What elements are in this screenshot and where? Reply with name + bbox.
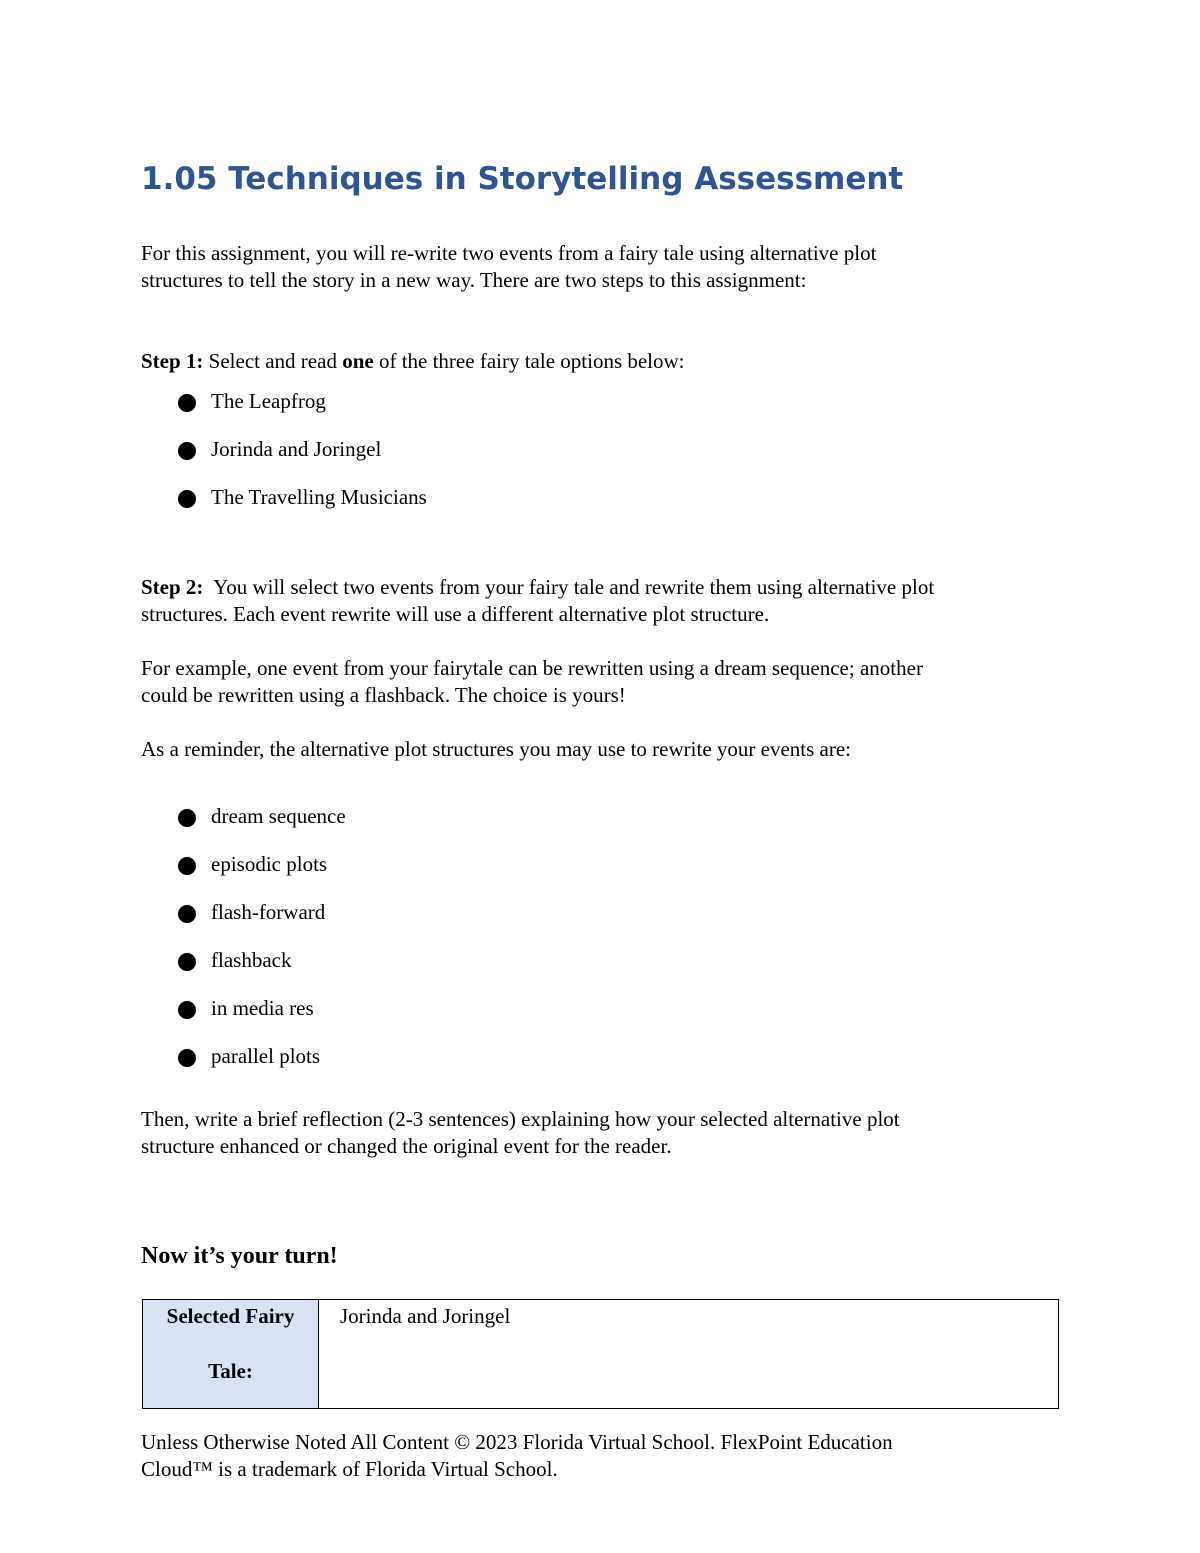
reflection-line-1: Then, write a brief reflection (2-3 sentences) explaining how your selected alternative plot xyxy=(141,1107,900,1131)
reflection-line-2: structure enhanced or changed the original event for the reader. xyxy=(141,1134,672,1158)
list-item xyxy=(141,851,346,899)
step2-label: Step 2: xyxy=(141,575,204,599)
bullet-icon xyxy=(178,490,196,508)
step1-paragraph xyxy=(141,348,1061,375)
answer-table xyxy=(142,1299,1059,1409)
list-item xyxy=(141,388,427,436)
list-item xyxy=(141,803,346,851)
reflection-paragraph xyxy=(141,1106,1061,1160)
selected-tale-label-line-2: Tale: xyxy=(208,1359,253,1383)
footer-line-1: Unless Otherwise Noted All Content © 2023 Florida Virtual School. FlexPoint Education xyxy=(141,1430,893,1454)
step1-label: Step 1: xyxy=(141,349,204,373)
list-item xyxy=(141,899,346,947)
footer-line-2: Cloud™ is a trademark of Florida Virtual School. xyxy=(141,1457,558,1481)
selected-tale-value: Jorinda and Joringel xyxy=(340,1304,511,1328)
option-label: The Leapfrog xyxy=(211,389,326,413)
reminder-paragraph: As a reminder, the alternative plot structures you may use to rewrite your events are: xyxy=(141,737,852,761)
step1-emphasis: one xyxy=(342,349,374,373)
bullet-icon xyxy=(178,857,196,875)
plot-structure-label: flashback xyxy=(211,948,292,972)
example-line-1: For example, one event from your fairytale can be rewritten using a dream sequence; another xyxy=(141,656,923,680)
plot-structure-label: in media res xyxy=(211,996,314,1020)
intro-paragraph xyxy=(141,240,1061,294)
selected-tale-label-line-1: Selected Fairy xyxy=(166,1304,295,1328)
table-row xyxy=(143,1300,1059,1409)
plot-structure-label: dream sequence xyxy=(211,804,346,828)
example-paragraph xyxy=(141,655,1061,709)
copyright-footer xyxy=(141,1429,1041,1483)
option-label: Jorinda and Joringel xyxy=(211,437,382,461)
plot-structure-label: flash-forward xyxy=(211,900,326,924)
bullet-icon xyxy=(178,905,196,923)
intro-line-2: structures to tell the story in a new way. There are two steps to this assignment: xyxy=(141,268,807,292)
page-title: 1.05 Techniques in Storytelling Assessment xyxy=(141,161,904,197)
your-turn-heading: Now it’s your turn! xyxy=(141,1243,338,1269)
step2-line-2: structures. Each event rewrite will use a different alternative plot structure. xyxy=(141,602,770,626)
plot-structure-label: parallel plots xyxy=(211,1044,321,1068)
list-item xyxy=(141,484,427,532)
step1-text-before: Select and read xyxy=(203,349,343,373)
list-item xyxy=(141,1043,346,1091)
plot-structures-list xyxy=(141,803,346,1091)
plot-structure-label: episodic plots xyxy=(211,852,328,876)
fairy-tale-options-list xyxy=(141,388,427,532)
selected-tale-value-cell[interactable] xyxy=(319,1300,1059,1409)
list-item xyxy=(141,995,346,1043)
option-label: The Travelling Musicians xyxy=(211,485,427,509)
bullet-icon xyxy=(178,1001,196,1019)
example-line-2: could be rewritten using a flashback. The choice is yours! xyxy=(141,683,626,707)
bullet-icon xyxy=(178,1049,196,1067)
selected-tale-label-cell xyxy=(143,1300,319,1409)
list-item xyxy=(141,436,427,484)
list-item xyxy=(141,947,346,995)
bullet-icon xyxy=(178,394,196,412)
bullet-icon xyxy=(178,809,196,827)
bullet-icon xyxy=(178,953,196,971)
step2-line-1: You will select two events from your fairy tale and rewrite them using alternative plot xyxy=(203,575,935,599)
bullet-icon xyxy=(178,442,196,460)
step2-paragraph xyxy=(141,574,1061,628)
intro-line-1: For this assignment, you will re-write two events from a fairy tale using alternative plot xyxy=(141,241,877,265)
step1-text-after: of the three fairy tale options below: xyxy=(373,349,685,373)
